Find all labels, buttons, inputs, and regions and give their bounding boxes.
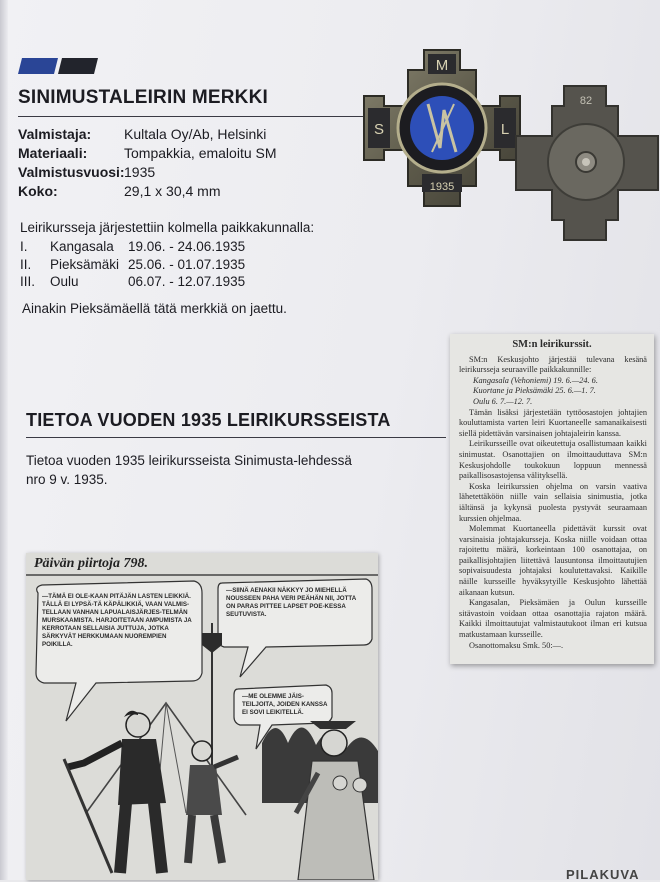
- bubble-left-text: —TÄMÄ EI OLE-KAAN PITÄJÄN LASTEN LEIKKIÄ. TÄLLÄ EI LYPSÄ-TÄ KÄPÄLIKKIÄ, VAAN VALMIS-TELLAAN VANHAN LAPUALAISJÄRJES-TELMÄN MURSKAAMISTA. HARJOITETAAN AMPUMISTA JA KERROTAAN SELLAISIA JUTTUJA, JOTKA SÄRKYVÄT HERKKUMAAN NUOREMPIEN POIKILLA.: [42, 593, 192, 648]
- list-item: I. Kangasala 19.06. - 24.06.1935: [20, 239, 246, 254]
- clipping-paragraph: Oulu 6. 7.—12. 7.: [473, 396, 533, 406]
- clipping-paragraph: Tämän lisäksi järjestetään tyttöosastojen johtajien kouluttamista varten leiri Kuortaneelle samanaikaisesti siellä pidettävän varsinaisen johtajaleirin kanssa.: [459, 407, 647, 438]
- blue-bar: [18, 58, 58, 74]
- info-text-line1: Tietoa vuoden 1935 leirikursseista Sinimusta-lehdessä: [26, 453, 352, 468]
- bubble-middle-text: —ME OLEMME JÄIS-TEILJOITA, JOIDEN KANSSA EI SOVI LEIKITELLÄ.: [242, 693, 328, 716]
- badge-letter-m: M: [435, 57, 449, 74]
- badge-year: 1935: [429, 181, 455, 193]
- bottom-caption: PILAKUVA: [566, 867, 640, 882]
- clipping-paragraph: SM:n Keskusjohto järjestää tulevana kesänä leirikursseja seuraaville paikkakunnille:: [459, 354, 647, 375]
- clipping-title: SM:n leirikurssit.: [512, 339, 592, 350]
- bubble-right-text: —SIINÄ AENAKII NÄKKYY JO MIEHELLÄ NOUSSEEN PAHA VERI PEÄHÄN NII, JOTTA ON PARAS PITTEE LAPSET POE-KESSA SEUTUVISTA.: [226, 587, 356, 618]
- spec-row: Koko: 29,1 x 30,4 mm: [18, 183, 221, 199]
- emblem-shield-icon: [202, 633, 222, 653]
- spec-row: Valmistusvuosi: 1935: [18, 164, 156, 180]
- list-item: III. Oulu 06.07. - 12.07.1935: [20, 274, 246, 289]
- camps-intro: Leirikursseja järjestettiin kolmella paikkakunnalla:: [20, 220, 315, 235]
- tent-drawing: [86, 703, 246, 815]
- newspaper-clipping: [450, 334, 654, 664]
- info-rule: [26, 437, 446, 438]
- clipping-paragraph: Molemmat Kuortaneella pidettävät kurssit ovat varsinaisia johtajakursseja. Koska niille voidaan ottaa rajoitettu määrä, korkeintaan 100 osanottajaa, on paikallisjohtajien liitettävä lausuntonsa ilmoittautujien sopivaisuudesta johtajaksi koulutettavaksi. Kaikille näille kursseille hyväksytyille Keskusjohto lähettää aikanaan kutsun.: [459, 524, 647, 597]
- badge-back-image: [512, 84, 660, 242]
- cartoon-title: Päivän piirtoja 798.: [34, 556, 148, 571]
- man-figure: [64, 711, 166, 873]
- spec-row: Valmistaja: Kultala Oy/Ab, Helsinki: [18, 126, 267, 142]
- clipping-paragraph: Kuortane ja Pieksämäki 25. 6.—1. 7.: [473, 386, 596, 396]
- clipping-paragraph: Kangasalan, Pieksämäen ja Oulun kursseille sitävastoin voidaan ottaa osanottajia rajaton määrä. Kaikki ilmoittautujat valmistautukoot ilman eri kutsua matkustamaan kursseille.: [459, 598, 647, 640]
- page-spine: [0, 0, 8, 880]
- distribution-note: Ainakin Pieksämäellä tätä merkkiä on jaettu.: [22, 301, 287, 316]
- clipping-paragraph: Osanottomaksu Smk. 50:—.: [469, 640, 564, 650]
- info-text-line2: nro 9 v. 1935.: [26, 472, 108, 487]
- badge-front-image: [362, 48, 522, 210]
- camp-list: [20, 238, 245, 291]
- clipping-paragraph: Leirikursseille ovat oikeutettuja osallistumaan kaikki sinimustat. Osanottajien on ilmoittauduttava SM:n Keskusjohdolle toukokuun loppuun mennessä paikallisosastojensa välityksellä.: [459, 439, 647, 481]
- heading-rule: [18, 116, 370, 117]
- black-bar: [58, 58, 98, 74]
- clipping-body: [450, 355, 654, 652]
- badge-pin-rivet: [582, 158, 590, 166]
- spec-row: Materiaali: Tompakkia, emaloitu SM: [18, 145, 277, 161]
- clipping-paragraph: Kangasala (Vehoniemi) 19. 6.—24. 6.: [473, 375, 598, 385]
- badge-back-number: 82: [579, 95, 593, 107]
- info-heading: TIETOA VUODEN 1935 LEIRIKURSSEISTA: [26, 410, 391, 430]
- badge-letter-l: L: [500, 121, 510, 138]
- clipping-paragraph: Koska leirikurssien ohjelma on varsin vaativa lähetettäköön niille vain sellaisia sinimustia, jotka iältänsä ja kykynsä puolesta pystyvät seuraamaan kurssien ohjelmaa.: [459, 481, 647, 523]
- list-item: II. Pieksämäki 25.06. - 01.07.1935: [20, 256, 246, 272]
- badge-heading: SINIMUSTALEIRIN MERKKI: [18, 87, 268, 108]
- badge-specs: [18, 125, 277, 201]
- cartoon-clipping: [26, 553, 378, 880]
- badge-letter-s: S: [373, 121, 385, 138]
